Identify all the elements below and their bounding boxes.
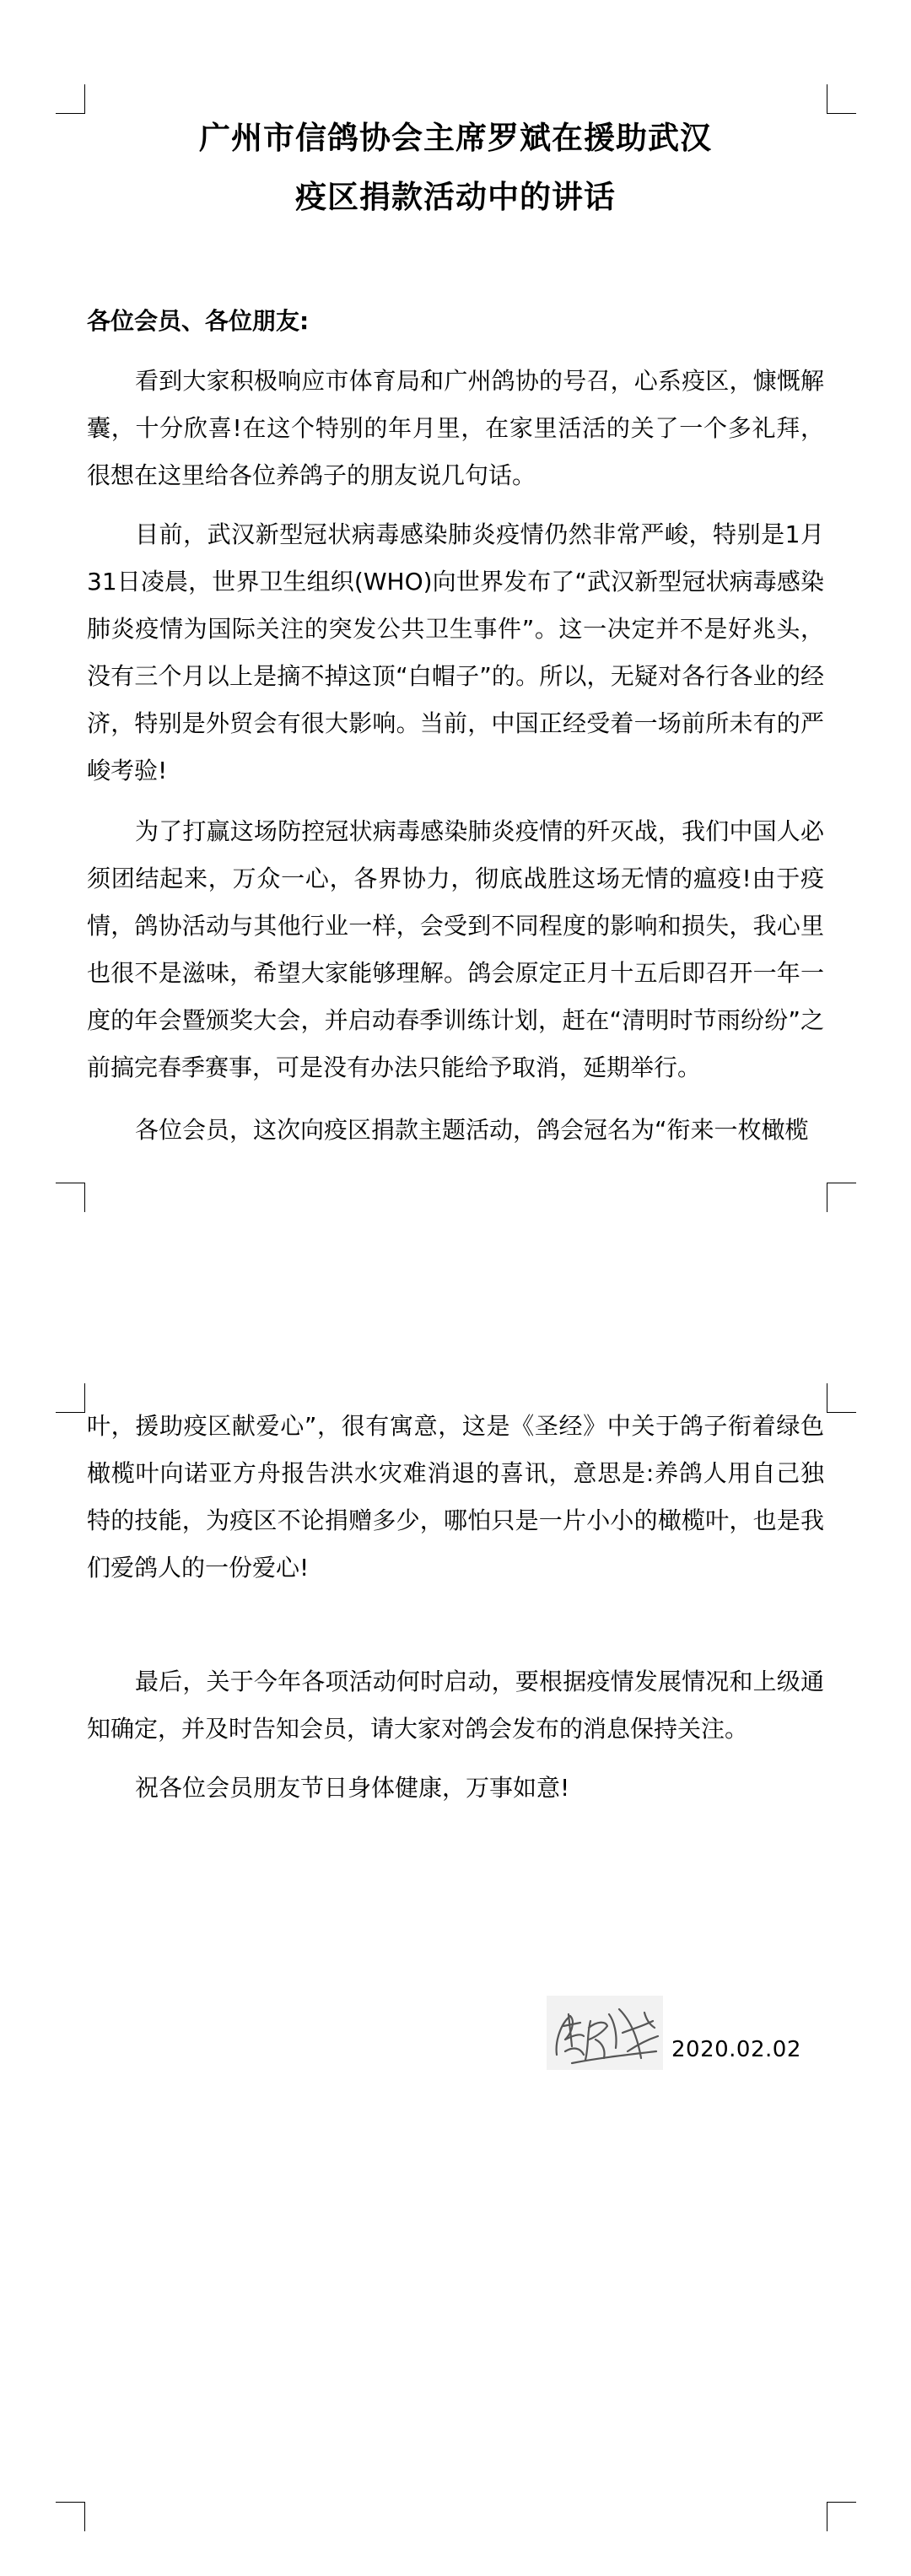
document-date: 2020.02.02	[671, 2037, 801, 2062]
signature-block	[547, 1996, 833, 2072]
crop-mark-bottom-left	[56, 1183, 85, 1212]
crop-mark-bottom-right	[827, 2502, 856, 2531]
document-page-1	[0, 0, 911, 1215]
paragraph-1: 看到大家积极响应市体育局和广州鸽协的号召，心系疫区，慷慨解囊，十分欣喜!在这个特别的年月里，在家里活活的关了一个多礼拜，很想在这里给各位养鸽子的朋友说几句话。	[87, 367, 824, 489]
paragraph-4-part-1: 各位会员，这次向疫区捐款主题活动，鸽会冠名为“衔来一枚橄榄	[135, 1116, 809, 1144]
crop-mark-bottom-left	[56, 2502, 85, 2531]
paragraph-3: 为了打赢这场防控冠状病毒感染肺炎疫情的歼灭战，我们中国人必须团结起来，万众一心，各界协力，彻底战胜这场无情的瘟疫!由于疫情，鸽协活动与其他行业一样，会受到不同程度的影响和损失，我心里也很不是滋味，希望大家能够理解。鸽会原定正月十五后即召开一年一度的年会暨颁奖大会，并启动春季训练计划，赶在“清明时节雨纷纷”之前搞完春季赛事，可是没有办法只能给予取消，延期举行。	[87, 817, 824, 1081]
paragraph-6: 祝各位会员朋友节日身体健康，万事如意!	[135, 1774, 570, 1802]
handwritten-signature	[547, 1996, 663, 2070]
salutation: 各位会员、各位朋友:	[87, 307, 310, 335]
crop-mark-bottom-right	[827, 1183, 856, 1212]
crop-mark-top-left	[56, 1383, 85, 1413]
document-title-line-1: 广州市信鸽协会主席罗斌在援助武汉	[199, 120, 712, 156]
paragraph-2: 目前，武汉新型冠状病毒感染肺炎疫情仍然非常严峻，特别是1月31日凌晨，世界卫生组织(WHO)向世界发布了“武汉新型冠状病毒感染肺炎疫情为国际关注的突发公共卫生事件”。这一决定并不是好兆头，没有三个月以上是摘不掉这顶“白帽子”的。所以，无疑对各行各业的经济，特别是外贸会有很大影响。当前，中国正经受着一场前所未有的严峻考验!	[87, 520, 824, 784]
document-title-line-2: 疫区捐款活动中的讲话	[295, 179, 616, 215]
paragraph-4-part-2: 叶，援助疫区献爱心”，很有寓意，这是《圣经》中关于鸽子衔着绿色橄榄叶向诺亚方舟报告洪水灾难消退的喜讯，意思是:养鸽人用自己独特的技能，为疫区不论捐赠多少，哪怕只是一片小小的橄榄叶，也是我们爱鸽人的一份爱心!	[87, 1412, 824, 1582]
paragraph-5: 最后，关于今年各项活动何时启动，要根据疫情发展情况和上级通知确定，并及时告知会员，请大家对鸽会发布的消息保持关注。	[87, 1668, 824, 1743]
crop-mark-top-right	[827, 1383, 856, 1413]
